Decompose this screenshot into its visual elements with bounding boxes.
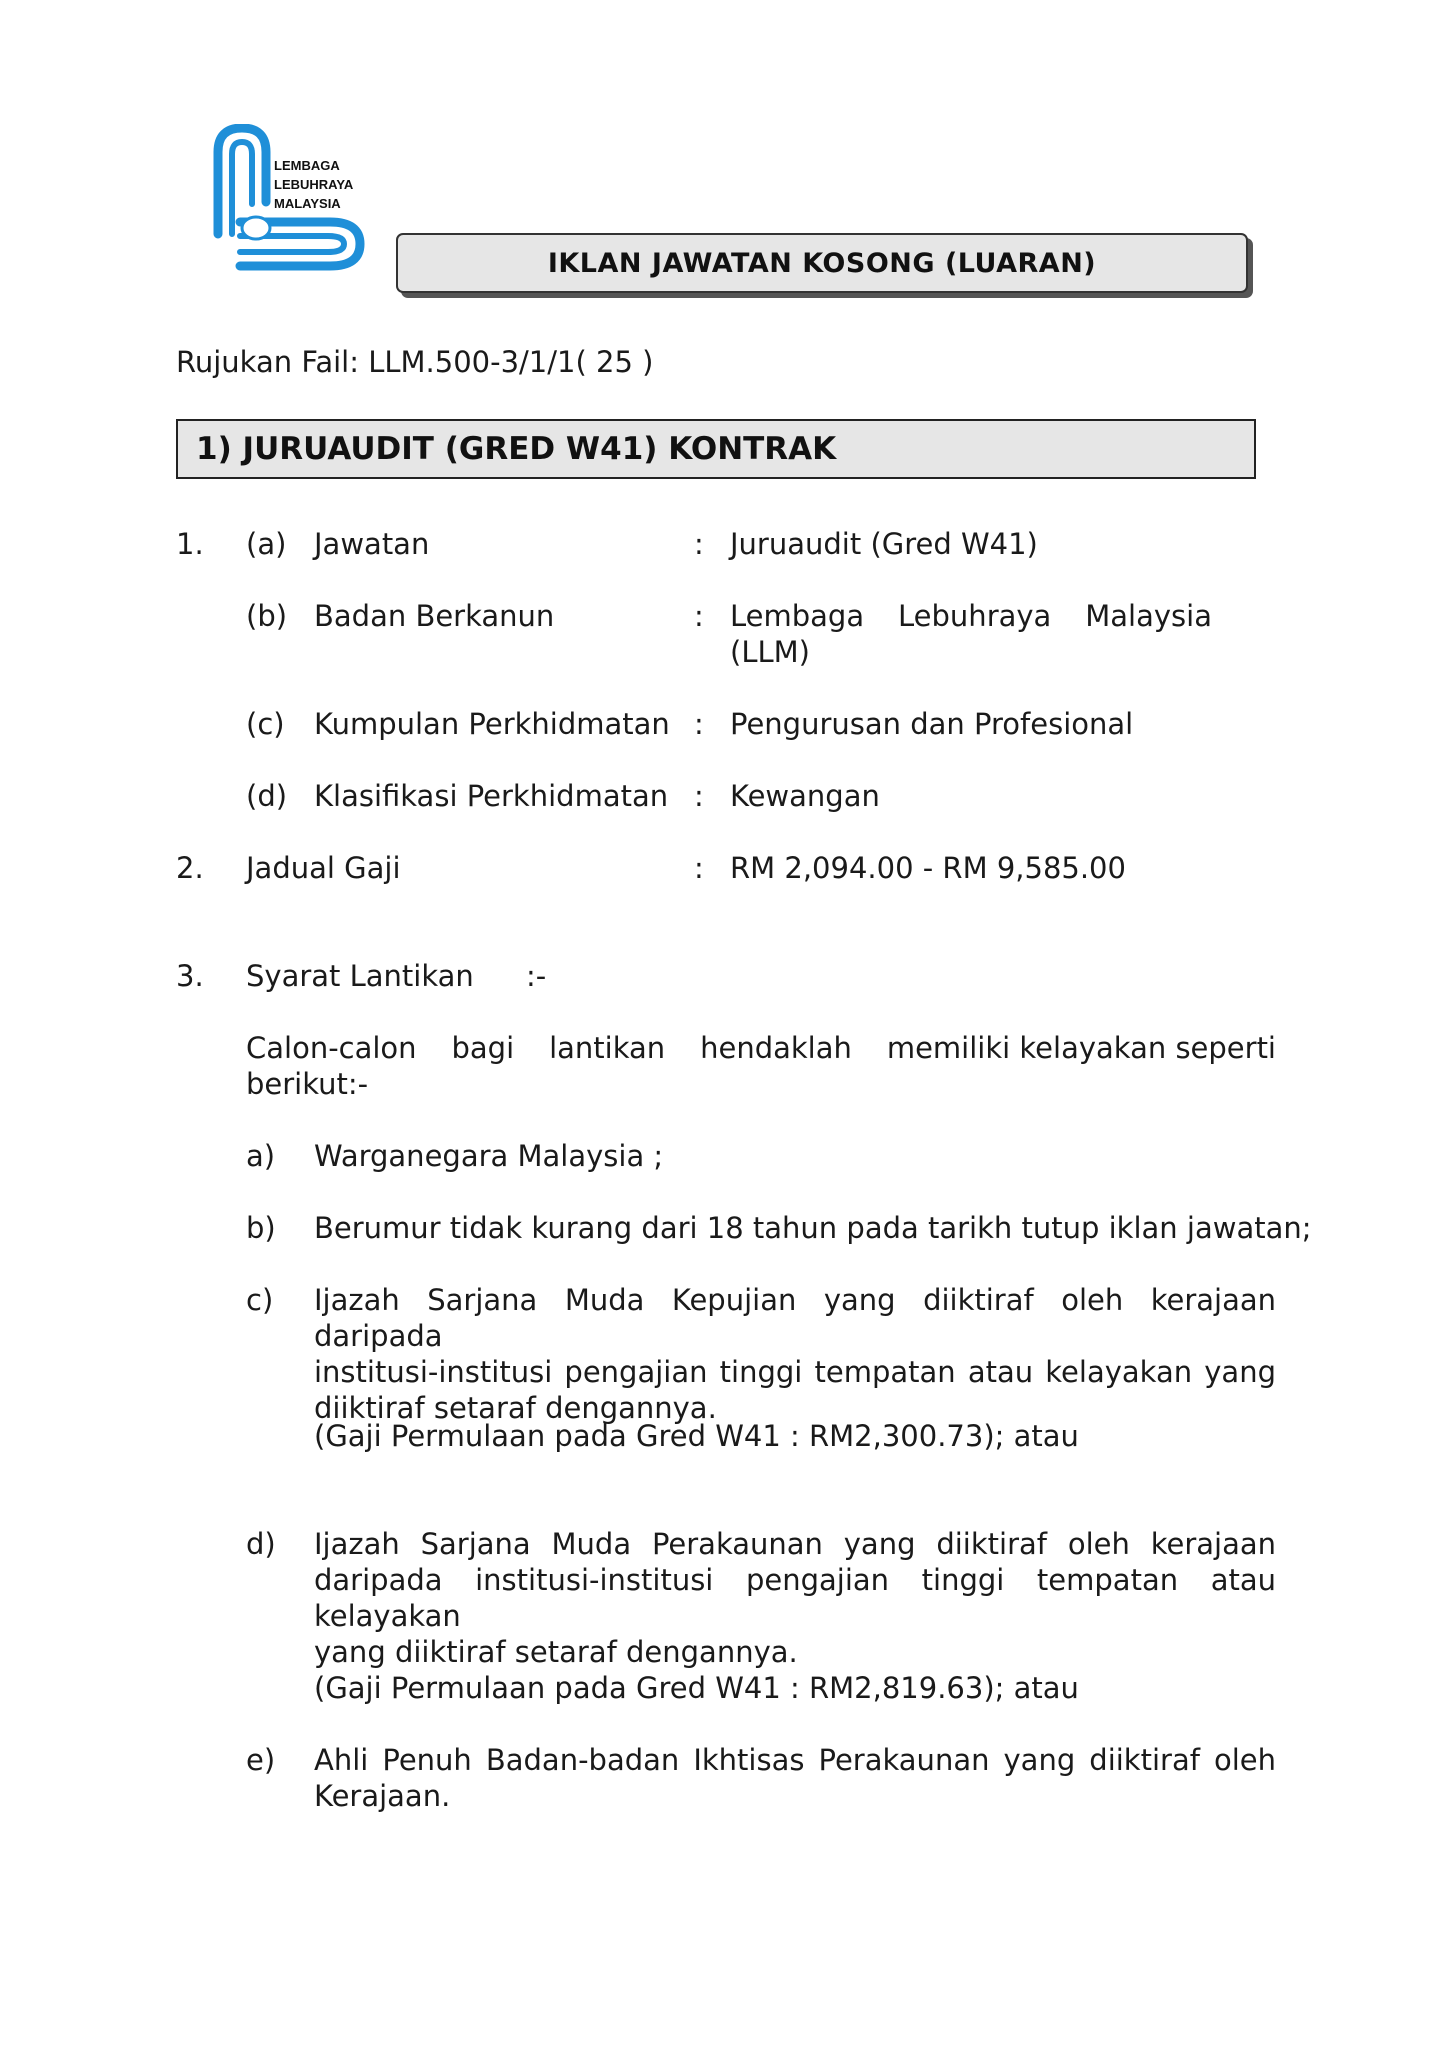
- llm-logo: [210, 124, 370, 274]
- req-letter-b: b): [246, 1211, 276, 1245]
- file-reference: Rujukan Fail: LLM.500-3/1/1( 25 ): [176, 345, 654, 379]
- detail-label-b: Badan Berkanun: [314, 599, 555, 633]
- detail-value-b-line2: (LLM): [730, 635, 810, 669]
- logo-line-3: MALAYSIA: [274, 196, 341, 211]
- detail-letter-c: (c): [246, 707, 285, 741]
- detail-letter-a: (a): [246, 527, 287, 561]
- detail-value-c: Pengurusan dan Profesional: [730, 707, 1134, 741]
- item-number-2: 2.: [176, 851, 204, 885]
- req-text-d-line3: yang diiktiraf setaraf dengannya.: [314, 1635, 798, 1669]
- detail-value-b-word-3: Malaysia: [1085, 599, 1212, 633]
- req-text-c-line2: institusi-institusi pengajian tinggi tempatan atau kelayakan yang: [314, 1355, 1276, 1389]
- requirements-intro: [246, 1030, 1276, 1066]
- req-text-c-line1: Ijazah Sarjana Muda Kepujian yang diiktiraf oleh kerajaan daripada: [314, 1283, 1276, 1353]
- detail-label-d: Klasifikasi Perkhidmatan: [314, 779, 669, 813]
- req-text-d: [314, 1526, 1276, 1670]
- detail-value-d: Kewangan: [730, 779, 880, 813]
- req-text-e: [314, 1742, 1276, 1814]
- detail-value-b-word-2: Lebuhraya: [898, 599, 1052, 633]
- req-text-d-line1: Ijazah Sarjana Muda Perakaunan yang diiktiraf oleh kerajaan: [314, 1527, 1276, 1561]
- section-header: [176, 419, 1256, 479]
- detail-colon-b: :: [694, 599, 704, 633]
- banner-title: IKLAN JAWATAN KOSONG (LUARAN): [547, 247, 1097, 279]
- intro-word-1: Calon-calon: [246, 1031, 417, 1065]
- logo-line-1: LEMBAGA: [274, 158, 340, 173]
- req-text-c: [314, 1282, 1276, 1426]
- section-title: 1) JURUAUDIT (GRED W41) KONTRAK: [196, 431, 837, 467]
- detail-value-b-word-1: Lembaga: [730, 599, 865, 633]
- salary-label: Jadual Gaji: [246, 851, 401, 885]
- salary-value: RM 2,094.00 - RM 9,585.00: [730, 851, 1126, 885]
- intro-word-4: hendaklah: [700, 1031, 852, 1065]
- req-text-c-line3: diiktiraf setaraf dengannya.: [314, 1391, 717, 1425]
- salary-colon: :: [694, 851, 704, 885]
- detail-letter-b: (b): [246, 599, 288, 633]
- detail-value-b: [730, 598, 1212, 634]
- req-text-e-line2: Kerajaan.: [314, 1779, 451, 1813]
- req-text-b: Berumur tidak kurang dari 18 tahun pada tarikh tutup iklan jawatan;: [314, 1211, 1312, 1245]
- req-note-c: (Gaji Permulaan pada Gred W41 : RM2,300.73); atau: [314, 1419, 1079, 1453]
- detail-colon-a: :: [694, 527, 704, 561]
- requirements-colon: :-: [526, 959, 547, 993]
- req-letter-a: a): [246, 1139, 276, 1173]
- req-note-d: (Gaji Permulaan pada Gred W41 : RM2,819.63); atau: [314, 1671, 1079, 1705]
- req-letter-c: c): [246, 1283, 274, 1317]
- detail-value-a: Juruaudit (Gred W41): [730, 527, 1038, 561]
- req-text-e-line1: Ahli Penuh Badan-badan Ikhtisas Perakaunan yang diiktiraf oleh: [314, 1743, 1276, 1777]
- intro-word-5: memiliki kelayakan seperti: [886, 1031, 1276, 1065]
- detail-label-a: Jawatan: [314, 527, 430, 561]
- intro-word-3: lantikan: [549, 1031, 666, 1065]
- req-text-d-line2: daripada institusi-institusi pengajian tinggi tempatan atau kelayakan: [314, 1563, 1276, 1633]
- detail-colon-d: :: [694, 779, 704, 813]
- item-number-1: 1.: [176, 527, 204, 561]
- req-letter-d: d): [246, 1527, 276, 1561]
- req-text-a: Warganegara Malaysia ;: [314, 1139, 664, 1173]
- detail-letter-d: (d): [246, 779, 288, 813]
- item-number-3: 3.: [176, 959, 204, 993]
- requirements-label: Syarat Lantikan: [246, 959, 474, 993]
- title-banner: [396, 233, 1248, 293]
- logo-line-2: LEBUHRAYA: [274, 177, 354, 192]
- requirements-intro-line2: berikut:-: [246, 1067, 369, 1101]
- req-letter-e: e): [246, 1743, 276, 1777]
- detail-label-c: Kumpulan Perkhidmatan: [314, 707, 670, 741]
- detail-colon-c: :: [694, 707, 704, 741]
- intro-word-2: bagi: [451, 1031, 515, 1065]
